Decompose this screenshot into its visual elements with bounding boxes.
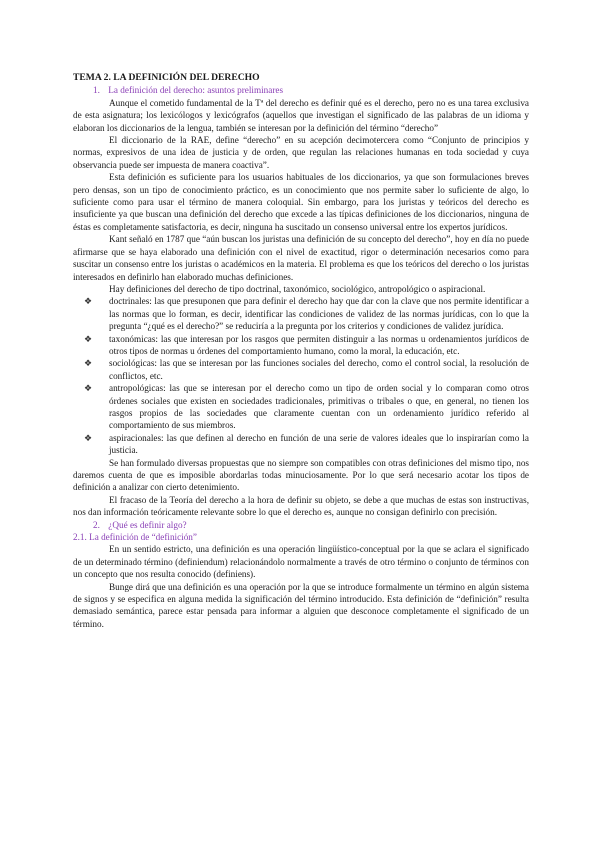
paragraph: Aunque el cometido fundamental de la Tª del derecho es definir qué es el derecho, pero no es una tarea exclusiva de esta asignatura; los lexicólogos y lexicógrafos (aquellos que investigan el significado de las palabras de un idioma y elaboran los diccionarios de la lengua, también se interesan por la definición del término “derecho” bbox=[73, 97, 529, 133]
list-item: ❖ taxonómicas: las que interesan por los rasgos que permiten distinguir a las normas u ordenamientos jurídicos de otros tipos de normas u órdenes del comportamiento humano, como la moral, la educación, etc. bbox=[84, 333, 529, 356]
list-item: ❖ antropológicas: las que se interesan por el derecho como un tipo de orden social y lo comparan como otros órdenes sociales que existen en sociedades tradicionales, primitivas o tribales o que, en general, no tienen los rasgos propios de las sociedades que claramente cuentan con un ordenamiento jurídico referido al comportamiento de sus miembros. bbox=[84, 383, 529, 431]
section-number-2: 2. bbox=[93, 519, 100, 530]
section-label-2: ¿Qué es definir algo? bbox=[108, 519, 187, 530]
list-item: ❖ sociológicas: las que se interesan por las funciones sociales del derecho, como el control social, la resolución de conflictos, etc. bbox=[84, 358, 529, 381]
diamond-bullet-icon: ❖ bbox=[84, 432, 93, 443]
section-number-1: 1. bbox=[93, 85, 100, 96]
paragraph: Hay definiciones del derecho de tipo doctrinal, taxonómico, sociológico, antropológico o aspiracional. bbox=[109, 283, 486, 294]
document-title: TEMA 2. LA DEFINICIÓN DEL DERECHO bbox=[73, 72, 260, 83]
section-label-1: La definición del derecho: asuntos preliminares bbox=[108, 85, 284, 96]
list-item: ❖ doctrinales: las que presuponen que para definir el derecho hay que dar con la clave que nos permite identificar a las normas que lo forman, es decir, identificar las condiciones de validez de las normas jurídicas, con lo que la pregunta “¿qué es el derecho?” se reduciría a la pregunta por los criterios y condiciones de validez jurídica. bbox=[84, 296, 529, 332]
paragraph: El fracaso de la Teoría del derecho a la hora de definir su objeto, se debe a que muchas de estas son instructivas, nos dan información teóricamente relevante sobre lo que el derecho es, aunque no consigan definirlo con precisión. bbox=[73, 494, 529, 518]
diamond-bullet-icon: ❖ bbox=[84, 333, 93, 344]
paragraph: En un sentido estricto, una definición es una operación lingüístico-conceptual por la que se aclara el significado de un determinado término (definiendum) relacionándolo normalmente a través de otro término o conjunto de términos con un concepto que nos resulta conocido (definiens). bbox=[73, 544, 529, 580]
subsection-heading-2-1: 2.1. La definición de “definición” bbox=[73, 532, 197, 543]
definition-types-list bbox=[73, 295, 529, 456]
section-heading-1 bbox=[73, 84, 529, 96]
section-heading-2 bbox=[73, 519, 529, 531]
document-page bbox=[73, 72, 529, 630]
list-item: ❖ aspiracionales: las que definen al derecho en función de una serie de valores ideales que lo inspirarían como la justicia. bbox=[84, 432, 529, 456]
paragraph: Bunge dirá que una definición es una operación por la que se introduce formalmente un término en algún sistema de signos y se especifica en alguna medida la significación del término introducido. Esta definición de “definición” resulta demasiado semántica, parece estar pensada para informar a alguien que desconoce completamente el significado de un término. bbox=[73, 581, 529, 629]
diamond-bullet-icon: ❖ bbox=[84, 383, 93, 394]
paragraph: Se han formulado diversas propuestas que no siempre son compatibles con otras definiciones del mismo tipo, nos daremos cuenta de que es imposible abordarlas todas minuciosamente. Por lo que será necesario acotar los tipos de definición a analizar con cierto detenimiento. bbox=[73, 457, 529, 493]
diamond-bullet-icon: ❖ bbox=[84, 296, 93, 307]
paragraph: Kant señaló en 1787 que “aún buscan los juristas una definición de su concepto del derecho”, hoy en día no puede afirmarse que se haya elaborado una definición con el nivel de exactitud, rigor o determinación necesarios como para suscitar un consenso entre los juristas o académicos en la materia. El problema es que los teóricos del derecho o los juristas interesados en definirlo han elaborado muchas definiciones. bbox=[73, 234, 529, 282]
paragraph: El diccionario de la RAE, define “derecho” en su acepción decimotercera como “Conjunto de principios y normas, expresivos de una idea de justicia y de orden, que regulan las relaciones humanas en toda sociedad y cuya observancia puede ser impuesta de manera coactiva”. bbox=[73, 135, 529, 170]
diamond-bullet-icon: ❖ bbox=[84, 358, 93, 369]
paragraph: Esta definición es suficiente para los usuarios habituales de los diccionarios, ya que son formulaciones breves pero densas, son un tipo de conocimiento práctico, es un conocimiento que nos permite saber lo suficiente de algo, lo suficiente como para usar el término de manera coloquial. Sin embargo, para los juristas y teóricos del derecho es insuficiente ya que buscan una definición del derecho que excede a las típicas definiciones de los diccionarios, ninguna de éstas es completamente satisfactoria, es decir, ninguna ha suscitado un consenso universal entre los expertos jurídicos. bbox=[73, 172, 529, 232]
